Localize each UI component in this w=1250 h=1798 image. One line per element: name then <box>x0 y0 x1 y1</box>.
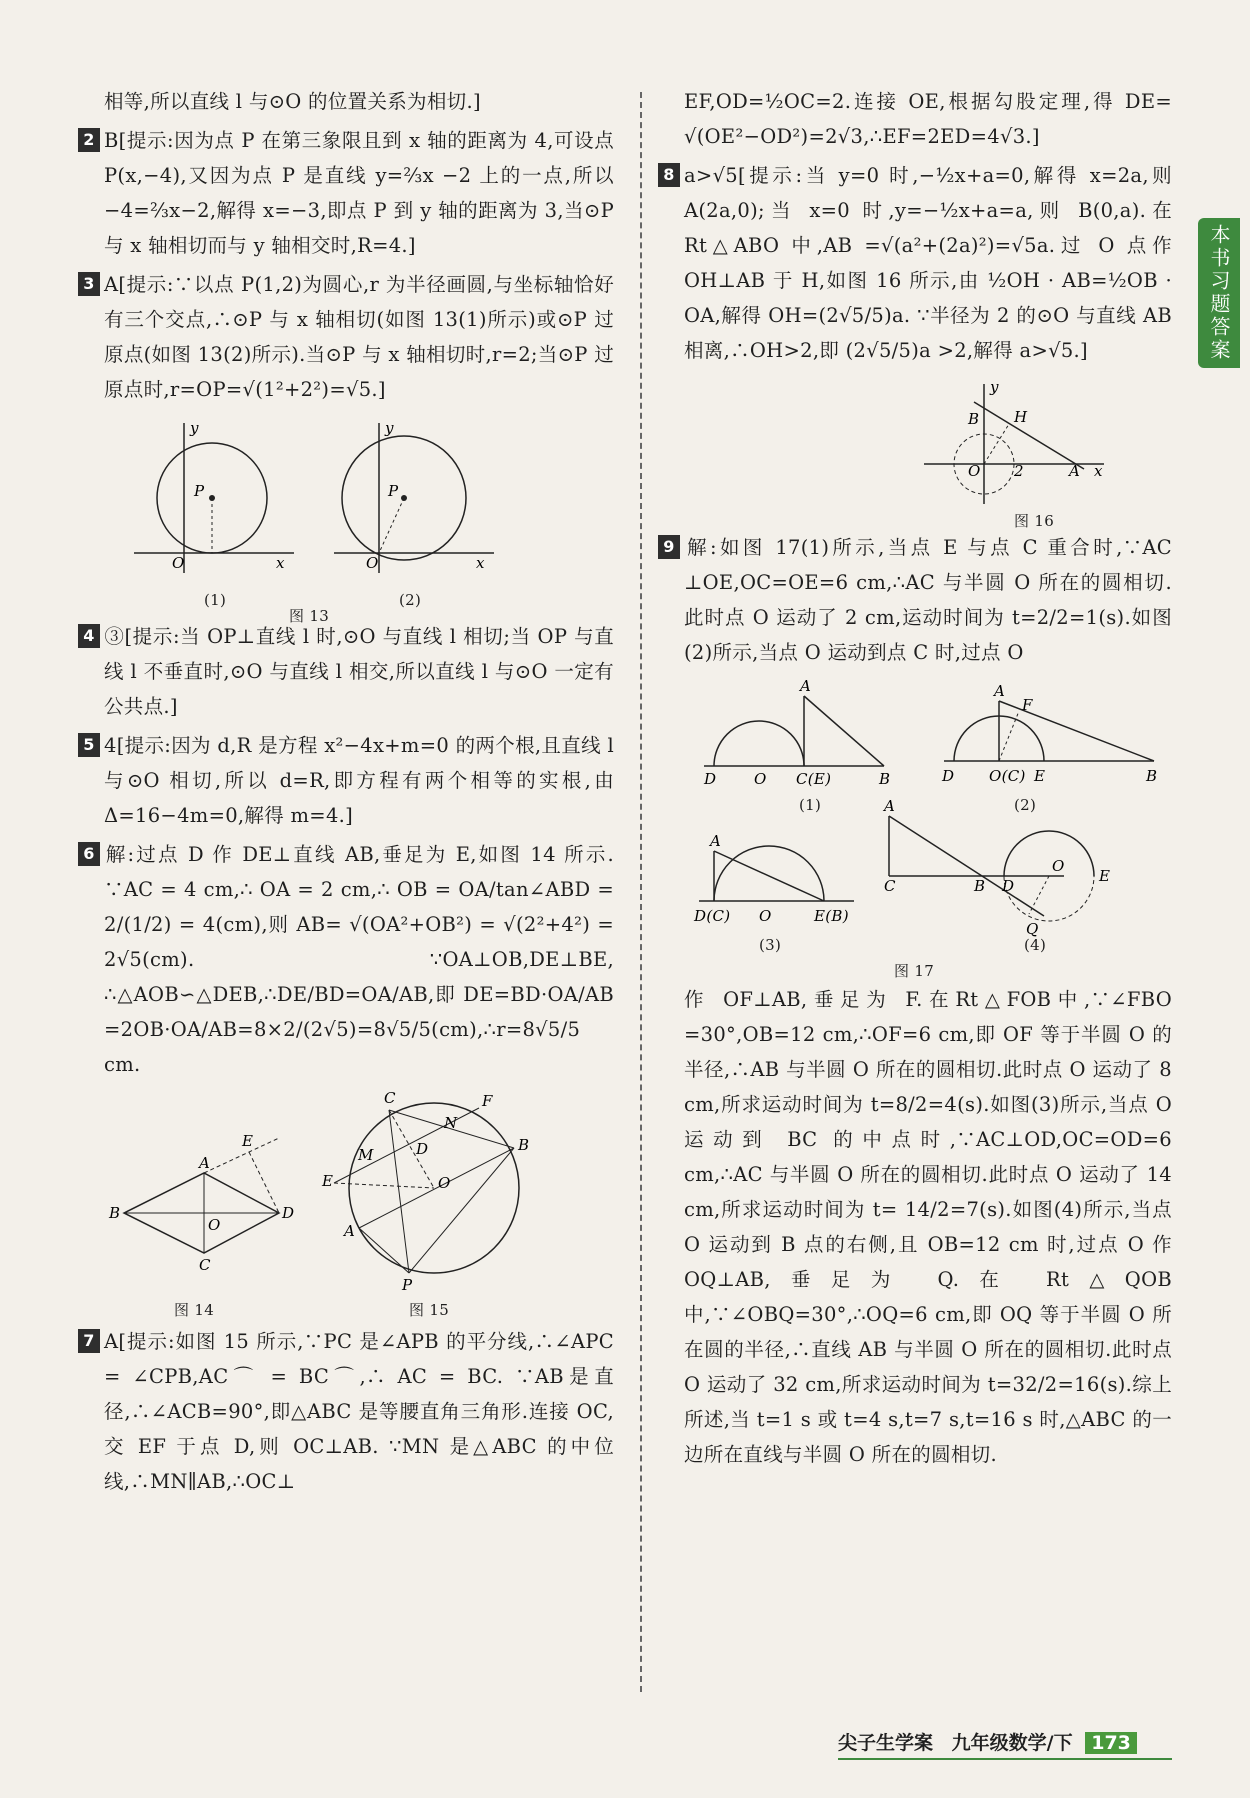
svg-text:D: D <box>942 767 955 785</box>
svg-text:B: B <box>1146 767 1158 785</box>
question-number: 6 <box>78 842 100 866</box>
answer-9: 9 解:如图 17(1)所示,当点 E 与点 C 重合时,∵AC ⊥OE,OC=OE=6 cm,∴AC 与半圆 O 所在的圆相切.此时点 O 运动了 2 cm,运动时间为 t=2/2=1(s).如图(2)所示,当点 O 运动到点 C 时,过点 O <box>684 530 1172 670</box>
svg-text:H: H <box>1014 408 1028 426</box>
svg-text:B: B <box>879 770 891 788</box>
svg-text:F: F <box>1022 696 1033 714</box>
footer-line <box>838 1758 1172 1760</box>
answer-6: 6 解:过点 D 作 DE⊥直线 AB,垂足为 E,如图 14 所示. ∵AC = 4 cm,∴ OA = 2 cm,∴ OB = OA/tan∠ABD = 2/(1/2) = 4(cm),则 AB= √(OA²+OB²) = √(2²+4²) = 2√5(cm). ∵OA⊥OB,DE⊥BE, ∴△AOB∽△DEB,∴DE/BD=OA/AB,即 DE=BD·OA/AB =2OB·OA/AB=8×2/(2√5)=8√5/5(cm),∴r=8√5/5 cm. <box>104 837 614 1082</box>
svg-text:y: y <box>990 378 999 396</box>
svg-text:D: D <box>282 1204 295 1222</box>
svg-text:O: O <box>438 1174 451 1192</box>
svg-text:E: E <box>1099 867 1111 885</box>
question-number: 2 <box>78 128 100 152</box>
page-footer <box>838 1728 1137 1755</box>
answer-1-tail: 相等,所以直线 l 与⊙O 的位置关系为相切.] <box>104 90 481 113</box>
figure-14-15-drawing <box>104 1088 614 1298</box>
figure-16-drawing <box>684 374 1172 524</box>
svg-text:C: C <box>884 877 896 895</box>
svg-text:O: O <box>172 554 185 572</box>
footer-grade: 九年级数学/下 <box>951 1732 1073 1754</box>
svg-text:D: D <box>704 770 717 788</box>
question-number: 9 <box>658 535 680 559</box>
svg-text:B: B <box>974 877 986 895</box>
figure-14-15 <box>104 1088 614 1318</box>
svg-text:2: 2 <box>1014 462 1024 480</box>
svg-text:O: O <box>759 907 772 925</box>
svg-text:A: A <box>994 682 1006 700</box>
svg-text:x: x <box>1094 462 1103 480</box>
svg-text:x: x <box>276 554 285 572</box>
left-column <box>83 84 614 1503</box>
figure-14-caption: 图 14 <box>174 1301 215 1319</box>
question-number: 4 <box>78 624 100 648</box>
svg-text:A: A <box>1069 462 1081 480</box>
svg-text:Q: Q <box>1026 920 1039 938</box>
svg-text:C: C <box>199 1256 211 1274</box>
svg-text:A: A <box>199 1154 211 1172</box>
figure-13-sub1: (1) <box>204 591 227 609</box>
figure-17-drawing <box>684 676 1172 956</box>
question-number: 8 <box>658 163 680 187</box>
question-number: 5 <box>78 733 100 757</box>
answer-5: 5 4[提示:因为 d,R 是方程 x²−4x+m=0 的两个根,且直线 l 与⊙O 相切,所以 d=R,即方程有两个相等的实根,由 Δ=16−4m=0,解得 m=4.] <box>104 728 614 833</box>
svg-text:D(C): D(C) <box>694 907 731 925</box>
page-number: 173 <box>1085 1732 1137 1754</box>
svg-text:B: B <box>968 410 980 428</box>
svg-text:O(C): O(C) <box>989 767 1026 785</box>
svg-text:O: O <box>968 462 981 480</box>
figure-15-caption: 图 15 <box>409 1301 450 1319</box>
svg-text:A: A <box>884 797 896 815</box>
svg-text:O: O <box>208 1216 221 1234</box>
svg-text:B: B <box>518 1136 530 1154</box>
svg-text:C: C <box>384 1089 396 1107</box>
svg-text:E(B): E(B) <box>814 907 849 925</box>
side-tab: 本书习题答案 <box>1198 218 1240 368</box>
figure-17-sub3: (3) <box>759 936 782 954</box>
svg-text:P: P <box>388 482 399 500</box>
figure-17 <box>684 676 1172 980</box>
figure-13 <box>104 413 614 625</box>
svg-text:y: y <box>190 419 199 437</box>
figure-17-caption: 图 17 <box>894 962 935 980</box>
footer-brand: 尖子生学案 <box>838 1732 934 1754</box>
svg-text:M: M <box>358 1146 374 1164</box>
svg-text:A: A <box>800 677 812 695</box>
svg-text:E: E <box>1034 767 1046 785</box>
column-divider <box>640 92 642 1692</box>
svg-text:A: A <box>710 832 722 850</box>
figure-13-caption: 图 13 <box>289 607 330 625</box>
answer-8: 8 a>√5[提示:当 y=0 时,−½x+a=0,解得 x=2a,则 A(2a,0);当 x=0 时,y=−½x+a=a,则 B(0,a).在 Rt△ABO 中,AB =√(a²+(2a)²)=√5a.过 O 点作 OH⊥AB 于 H,如图 16 所示,由 ½OH · AB=½OB · OA,解得 OH=(2√5/5)a. ∵半径为 2 的⊙O 与直线 AB 相离,∴OH>2,即 (2√5/5)a >2,解得 a>√5.] <box>684 158 1172 368</box>
figure-13-drawing <box>104 413 614 613</box>
svg-text:O: O <box>754 770 767 788</box>
svg-text:x: x <box>476 554 485 572</box>
right-column <box>663 84 1172 1476</box>
figure-13-sub2: (2) <box>399 591 422 609</box>
question-number: 7 <box>78 1329 100 1353</box>
svg-text:E: E <box>242 1132 254 1150</box>
answer-9-continued: 作 OF⊥AB,垂足为 F.在Rt△FOB中,∵∠FBO =30°,OB=12 cm,∴OF=6 cm,即 OF 等于半圆 O 的半径,∴AB 与半圆 O 所在的圆相切.此时点 O 运动了 8 cm,所求运动时间为 t=8/2=4(s).如图(3)所示,当点 O 运动到 BC 的中点时,∵AC⊥OD,OC=OD=6 cm,∴AC 与半圆 O 所在的圆相切.此时点 O 运动了 14 cm,所求运动时间为 t= 14/2=7(s).如图(4)所示,当点 O 运动到 B 点的右侧,且 OB=12 cm 时,过点 O 作 OQ⊥AB,垂足为 Q.在 Rt△QOB 中,∵∠OBQ=30°,∴OQ=6 cm,即 OQ 等于半圆 O 所在圆的半径,∴直线 AB 与半圆 O 所在的圆相切.此时点 O 运动了 32 cm,所求运动时间为 t=32/2=16(s).综上所述,当 t=1 s 或 t=4 s,t=7 s,t=16 s 时,△ABC 的一边所在直线与半圆 O 所在的圆相切. <box>684 988 1172 1466</box>
svg-text:P: P <box>194 482 205 500</box>
svg-text:F: F <box>482 1092 493 1110</box>
answer-7: 7 A[提示:如图 15 所示,∵PC 是∠APB 的平分线,∴∠APC = ∠CPB,AC⌒ = BC⌒,∴ AC = BC. ∵AB是直径,∴∠ACB=90°,即△ABC 是等腰直角三角形.连接 OC,交 EF 于点 D,则 OC⊥AB. ∵MN 是△ABC 的中位线,∴MN∥AB,∴OC⊥ <box>104 1324 614 1499</box>
answer-2: 2 B[提示:因为点 P 在第三象限且到 x 轴的距离为 4,可设点 P(x,−4),又因为点 P 是直线 y=⅔x −2 上的一点,所以 −4=⅔x−2,解得 x=−3,即点 P 到 y 轴的距离为 3,当⊙P 与 x 轴相切而与 y 轴相交时,R=4.] <box>104 123 614 263</box>
svg-text:E: E <box>322 1172 334 1190</box>
answer-7-tail: EF,OD=½OC=2.连接 OE,根据勾股定理,得 DE= √(OE²−OD²)=2√3,∴EF=2ED=4√3.] <box>684 90 1172 148</box>
svg-text:O: O <box>366 554 379 572</box>
figure-16-caption: 图 16 <box>1014 512 1055 530</box>
svg-text:O: O <box>1052 857 1065 875</box>
svg-text:D: D <box>416 1140 429 1158</box>
answer-4: 4 ③[提示:当 OP⊥直线 l 时,⊙O 与直线 l 相切;当 OP 与直线 l 不垂直时,⊙O 与直线 l 相交,所以直线 l 与⊙O 一定有公共点.] <box>104 619 614 724</box>
figure-16 <box>684 374 1172 530</box>
svg-text:y: y <box>385 419 394 437</box>
figure-17-sub2: (2) <box>1014 796 1037 814</box>
svg-text:B: B <box>109 1204 121 1222</box>
svg-text:A: A <box>344 1222 356 1240</box>
figure-17-sub4: (4) <box>1024 936 1047 954</box>
question-number: 3 <box>78 272 100 296</box>
svg-text:C(E): C(E) <box>796 770 832 788</box>
answer-3: 3 A[提示:∵以点 P(1,2)为圆心,r 为半径画圆,与坐标轴恰好有三个交点,∴⊙P 与 x 轴相切(如图 13(1)所示)或⊙P 过原点(如图 13(2)所示).当⊙P 与 x 轴相切时,r=2;当⊙P 过原点时,r=OP=√(1²+2²)=√5.] <box>104 267 614 407</box>
svg-text:P: P <box>402 1276 413 1294</box>
figure-17-sub1: (1) <box>799 796 822 814</box>
svg-text:N: N <box>444 1114 458 1132</box>
svg-text:D: D <box>1002 877 1015 895</box>
